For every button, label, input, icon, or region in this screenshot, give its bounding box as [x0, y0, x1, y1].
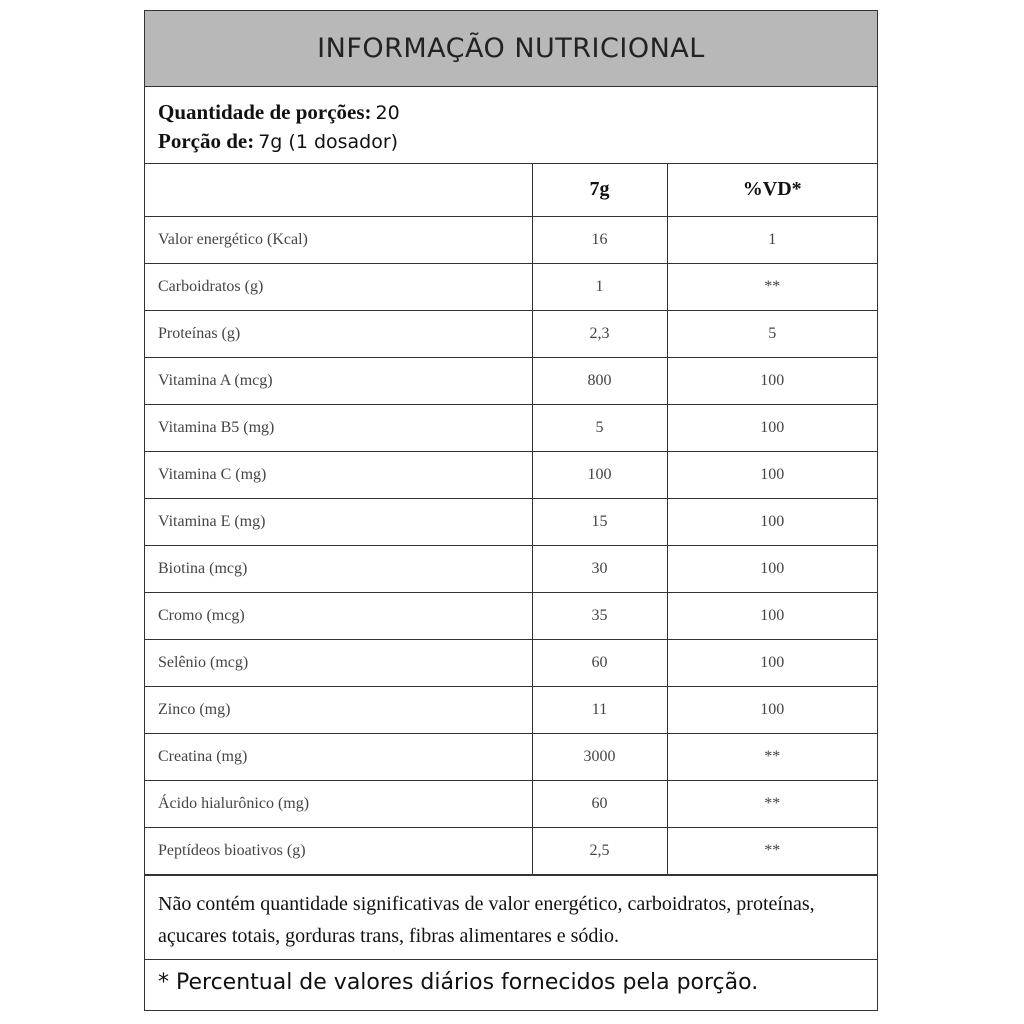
nutrient-name: Creatina (mg) [145, 733, 532, 780]
nutrient-daily-value: 100 [667, 357, 877, 404]
table-row [145, 780, 877, 827]
nutrient-daily-value: ** [667, 827, 877, 874]
nutrient-amount: 60 [532, 780, 667, 827]
nutrient-name: Vitamina E (mg) [145, 498, 532, 545]
nutrient-amount: 2,5 [532, 827, 667, 874]
nutrient-daily-value: ** [667, 780, 877, 827]
nutrient-amount: 100 [532, 451, 667, 498]
table-row [145, 545, 877, 592]
header-amount: 7g [532, 164, 667, 216]
nutrient-daily-value: 1 [667, 216, 877, 263]
nutrient-name: Cromo (mcg) [145, 592, 532, 639]
nutrient-amount: 30 [532, 545, 667, 592]
nutrient-daily-value: 5 [667, 310, 877, 357]
nutrient-amount: 1 [532, 263, 667, 310]
nutrient-name: Zinco (mg) [145, 686, 532, 733]
portion-info [145, 87, 877, 164]
table-row [145, 451, 877, 498]
nutrient-name: Vitamina C (mg) [145, 451, 532, 498]
nutrient-daily-value: 100 [667, 639, 877, 686]
nutrient-name: Carboidratos (g) [145, 263, 532, 310]
table-row [145, 404, 877, 451]
nutrient-amount: 2,3 [532, 310, 667, 357]
portion-quantity [158, 99, 877, 128]
portion-size-label: Porção de: [158, 129, 255, 153]
nutrient-name: Vitamina B5 (mg) [145, 404, 532, 451]
portion-size [158, 128, 877, 157]
nutrient-daily-value: ** [667, 263, 877, 310]
table-row [145, 310, 877, 357]
nutrient-daily-value: 100 [667, 498, 877, 545]
nutrient-name: Peptídeos bioativos (g) [145, 827, 532, 874]
daily-value-footnote: * Percentual de valores diários fornecidos pela porção. [158, 969, 759, 995]
table-row [145, 357, 877, 404]
nutrient-amount: 3000 [532, 733, 667, 780]
nutrition-table [145, 164, 877, 875]
nutrient-amount: 16 [532, 216, 667, 263]
table-row [145, 733, 877, 780]
nutrient-name: Valor energético (Kcal) [145, 216, 532, 263]
nutrient-amount: 11 [532, 686, 667, 733]
table-row [145, 592, 877, 639]
nutrient-daily-value: 100 [667, 686, 877, 733]
nutrient-amount: 800 [532, 357, 667, 404]
nutrient-daily-value: 100 [667, 451, 877, 498]
nutrient-name: Vitamina A (mcg) [145, 357, 532, 404]
portion-quantity-value: 20 [375, 102, 400, 124]
nutrition-facts-panel [144, 10, 878, 1011]
nutrient-amount: 5 [532, 404, 667, 451]
portion-size-value: 7g (1 dosador) [258, 131, 399, 153]
nutrient-daily-value: ** [667, 733, 877, 780]
table-row [145, 827, 877, 874]
table-row [145, 216, 877, 263]
nutrient-name: Proteínas (g) [145, 310, 532, 357]
portion-quantity-label: Quantidade de porções: [158, 100, 372, 124]
table-row [145, 498, 877, 545]
table-row [145, 263, 877, 310]
nutrient-amount: 60 [532, 639, 667, 686]
nutrient-daily-value: 100 [667, 592, 877, 639]
table-row [145, 686, 877, 733]
nutrition-title: INFORMAÇÃO NUTRICIONAL [145, 11, 877, 87]
nutrient-daily-value: 100 [667, 545, 877, 592]
nutrient-daily-value: 100 [667, 404, 877, 451]
nutrient-name: Biotina (mcg) [145, 545, 532, 592]
nutrient-name: Selênio (mcg) [145, 639, 532, 686]
nutrition-note: Não contém quantidade significativas de valor energético, carboidratos, proteínas, açucares totais, gorduras trans, fibras alimentares e sódio. [145, 875, 877, 960]
nutrient-amount: 35 [532, 592, 667, 639]
nutrient-name: Ácido hialurônico (mg) [145, 780, 532, 827]
header-daily-value: %VD* [667, 164, 877, 216]
nutrient-amount: 15 [532, 498, 667, 545]
header-nutrient [145, 164, 532, 216]
table-header-row [145, 164, 877, 216]
table-row [145, 639, 877, 686]
